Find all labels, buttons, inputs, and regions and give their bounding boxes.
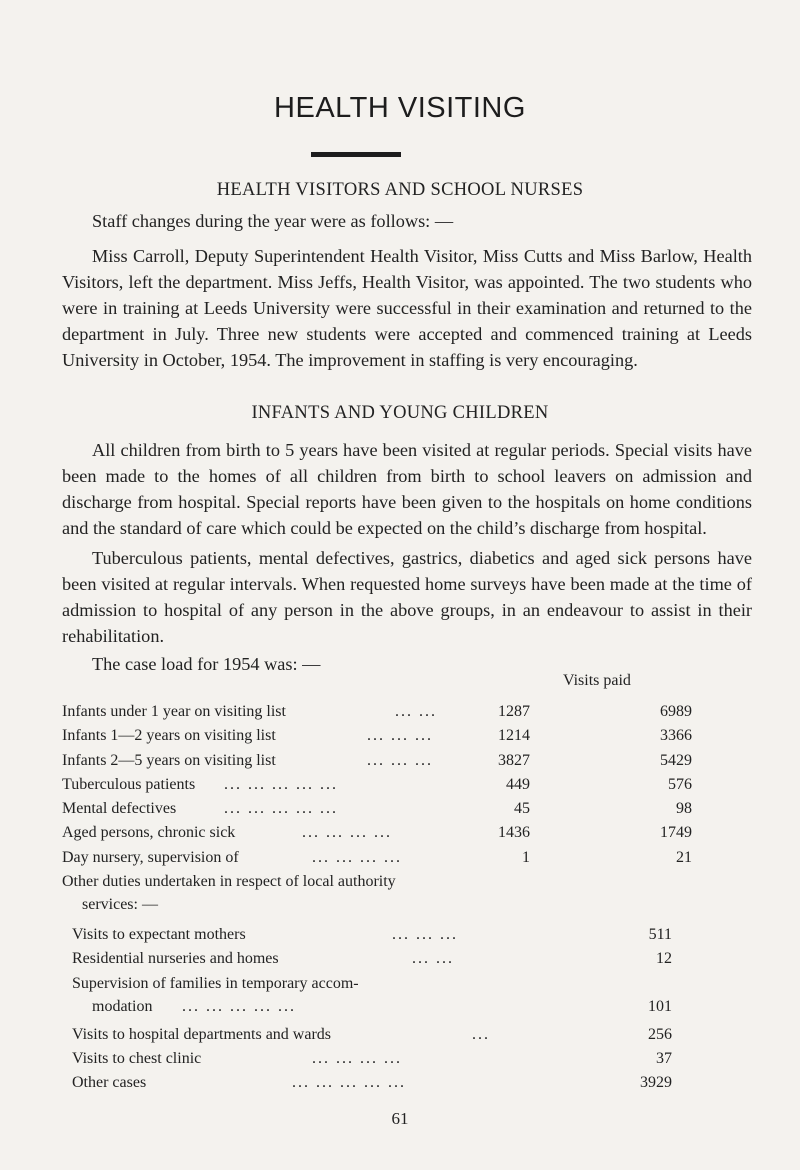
supervision-row-cont	[92, 998, 792, 1022]
sub-row-dots: ... ...	[412, 950, 454, 967]
caseload-intro: The case load for 1954 was: —	[92, 654, 321, 674]
sub-row-dots: ... ... ... ...	[312, 1050, 402, 1067]
page-title: HEALTH VISITING	[274, 92, 526, 124]
sub-row-label: Other cases	[72, 1074, 147, 1091]
row-cases: 1	[522, 849, 530, 866]
sub-row-label: Visits to hospital departments and wards	[72, 1026, 331, 1043]
section-heading-health-visitors: HEALTH VISITORS AND SCHOOL NURSES	[216, 180, 584, 200]
row-dots: ... ... ...	[367, 727, 433, 744]
row-label: Infants 1—2 years on visiting list	[62, 727, 276, 744]
supervision-visits: 101	[648, 998, 672, 1015]
row-cases: 1436	[498, 824, 530, 841]
table-row	[62, 752, 762, 776]
row-dots: ... ... ... ...	[302, 824, 392, 841]
supervision-row	[72, 975, 772, 999]
row-cases: 1214	[498, 727, 530, 744]
row-visits: 21	[676, 849, 692, 866]
sub-row-label: Visits to chest clinic	[72, 1050, 202, 1067]
list-item	[72, 1074, 772, 1098]
page-number: 61	[391, 1109, 409, 1128]
row-dots: ... ... ... ...	[312, 849, 402, 866]
visits-paid-header: Visits paid	[563, 672, 631, 689]
other-duties-label-cont: services: —	[82, 896, 158, 913]
other-duties-row	[62, 873, 762, 897]
list-item	[72, 1026, 772, 1050]
sub-row-visits: 3929	[640, 1074, 672, 1091]
list-item	[72, 1050, 772, 1074]
sub-row-label: Visits to expectant mothers	[72, 926, 246, 943]
sub-row-visits: 12	[656, 950, 672, 967]
sub-row-dots: ...	[472, 1026, 490, 1043]
section-heading-infants: INFANTS AND YOUNG CHILDREN	[251, 403, 549, 423]
row-label: Aged persons, chronic sick	[62, 824, 236, 841]
infants-paragraph-1: All children from birth to 5 years have been visited at regular periods. Special visits have been made to the homes of all children from birth to school leavers on admission and discharge from hospital. Special reports have been given to the hospitals on home conditions and the standard of care which could be expected on the child’s discharge from hospital.	[62, 440, 752, 538]
sub-row-visits: 256	[648, 1026, 672, 1043]
row-label: Day nursery, supervision of	[62, 849, 239, 866]
other-duties-label: Other duties undertaken in respect of local authority	[62, 873, 396, 890]
row-cases: 3827	[498, 752, 530, 769]
row-dots: ... ... ... ... ...	[224, 776, 338, 793]
row-visits: 576	[668, 776, 692, 793]
table-row	[62, 776, 762, 800]
supervision-label: Supervision of families in temporary accom-	[72, 975, 359, 992]
row-label: Mental defectives	[62, 800, 177, 817]
row-visits: 3366	[660, 727, 692, 744]
supervision-label-cont: modation	[92, 998, 153, 1015]
row-label: Tuberculous patients	[62, 776, 196, 793]
sub-row-visits: 511	[648, 926, 672, 943]
row-visits: 5429	[660, 752, 692, 769]
row-dots: ... ... ...	[367, 752, 433, 769]
row-dots: ... ...	[395, 703, 437, 720]
row-visits: 6989	[660, 703, 692, 720]
infants-paragraph-2: Tuberculous patients, mental defectives, gastrics, diabetics and aged sick persons have been visited at regular intervals. When requested home surveys have been made at the time of admission to hospital of any person in the above groups, in an endeavour to assist in their rehabilitation.	[62, 548, 752, 646]
other-duties-row-cont	[82, 896, 782, 920]
row-dots: ... ... ... ... ...	[224, 800, 338, 817]
row-cases: 1287	[498, 703, 530, 720]
supervision-dots: ... ... ... ... ...	[182, 998, 296, 1015]
row-cases: 449	[506, 776, 530, 793]
staff-changes-paragraph: Miss Carroll, Deputy Superintendent Health Visitor, Miss Cutts and Miss Barlow, Health Visitors, left the department. Miss Jeffs, Health Visitor, was appointed. The two students who were in training at Leeds University were successful in their examination and returned to the department in July. Three new students were accepted and commenced training at Leeds University in October, 1954. The improvement in staffing is very encouraging.	[62, 246, 752, 370]
sub-row-label: Residential nurseries and homes	[72, 950, 279, 967]
row-visits: 1749	[660, 824, 692, 841]
list-item	[72, 926, 772, 950]
staff-changes-intro: Staff changes during the year were as follows: —	[92, 211, 454, 231]
sub-row-visits: 37	[656, 1050, 672, 1067]
row-cases: 45	[514, 800, 530, 817]
row-visits: 98	[676, 800, 692, 817]
table-row	[62, 800, 762, 824]
row-label: Infants under 1 year on visiting list	[62, 703, 286, 720]
sub-row-dots: ... ... ... ... ...	[292, 1074, 406, 1091]
table-row	[62, 703, 762, 727]
table-row	[62, 849, 762, 873]
table-row	[62, 727, 762, 751]
sub-row-dots: ... ... ...	[392, 926, 458, 943]
title-rule	[311, 152, 401, 157]
list-item	[72, 950, 772, 974]
row-label: Infants 2—5 years on visiting list	[62, 752, 276, 769]
table-row	[62, 824, 762, 848]
